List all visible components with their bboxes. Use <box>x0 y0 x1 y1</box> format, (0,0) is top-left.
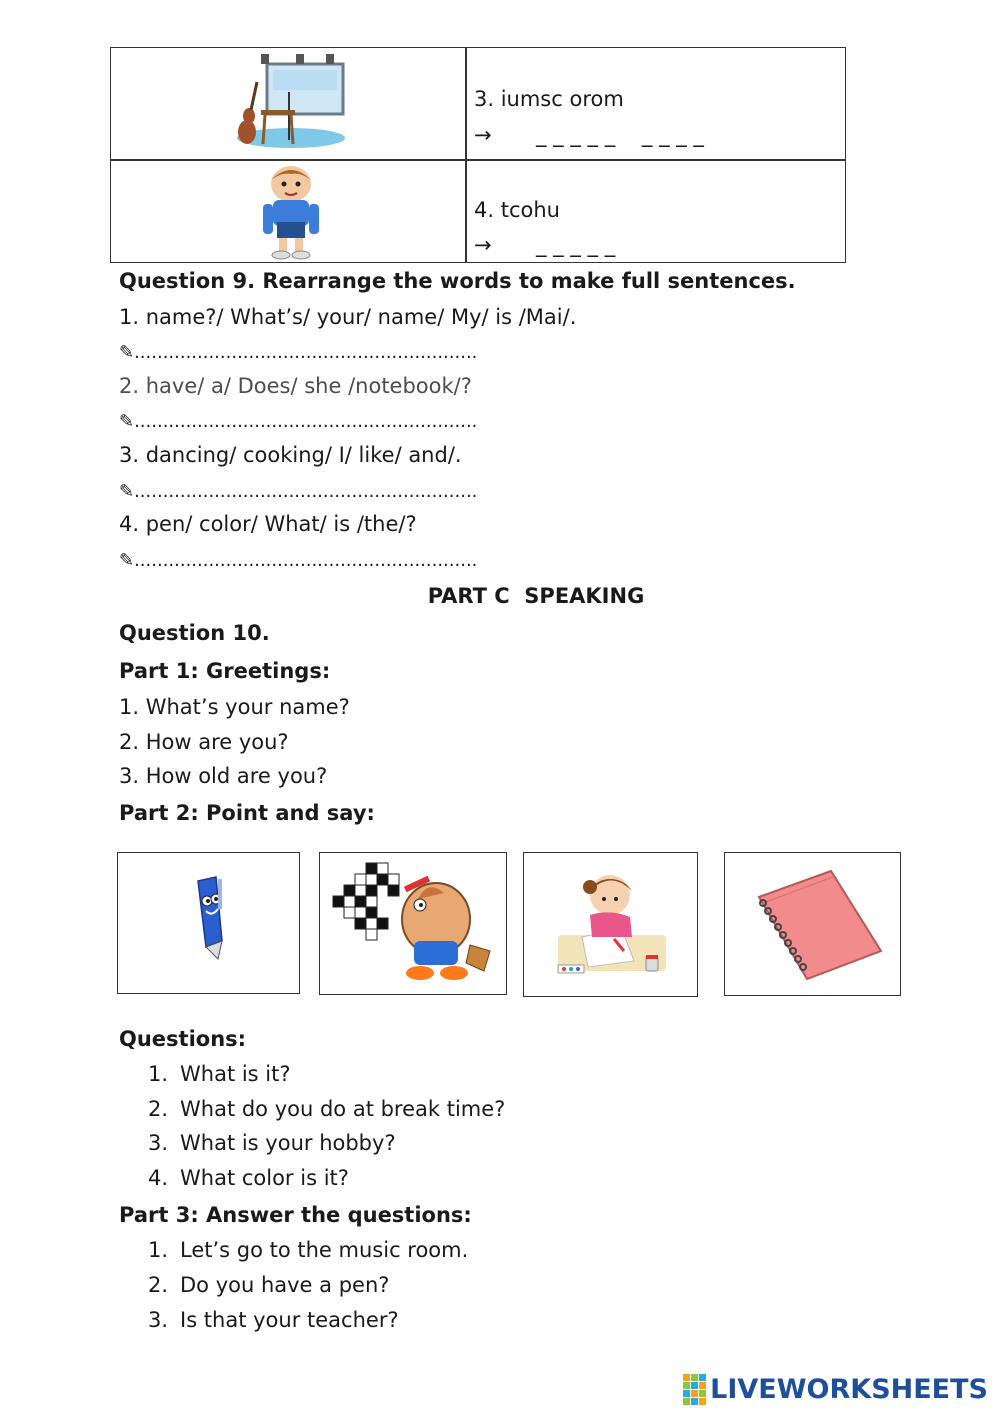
part2-question-4: 4. What color is it? <box>148 1166 349 1190</box>
q9-answer-line-1[interactable]: ✎............................................................ <box>119 342 478 363</box>
picture-box-1 <box>117 852 300 994</box>
q9-answer-line-2[interactable]: ✎............................................................ <box>119 411 478 432</box>
part2-question-1: 1. What is it? <box>148 1062 291 1086</box>
row4-arrow: → <box>474 233 492 257</box>
row3-prompt: 3. iumsc orom <box>474 87 624 111</box>
logo-text: LIVEWORKSHEETS <box>710 1373 988 1405</box>
picture-box-3 <box>523 852 698 997</box>
row3-arrow: → <box>474 123 492 147</box>
liveworksheets-logo[interactable] <box>683 1372 988 1406</box>
part1-item-1: 1. What’s your name? <box>119 695 350 719</box>
part-1-title: Part 1: Greetings: <box>119 659 331 683</box>
question-10-title: Question 10. <box>119 621 270 645</box>
part1-item-3: 3. How old are you? <box>119 764 328 788</box>
question-9-title: Question 9. Rearrange the words to make full sentences. <box>119 269 796 293</box>
part2-question-2: 2. What do you do at break time? <box>148 1097 506 1121</box>
picture-box-4 <box>724 852 901 996</box>
girl-drawing-icon <box>552 865 672 989</box>
part2-question-3: 3. What is your hobby? <box>148 1131 396 1155</box>
part-c-heading: PART C SPEAKING <box>427 584 645 608</box>
crossword-puzzle-icon <box>332 859 497 993</box>
q9-item-4: 4. pen/ color/ What/ is /the/? <box>119 512 417 536</box>
part3-item-2: 2. Do you have a pen? <box>148 1273 390 1297</box>
q9-item-1: 1. name?/ What’s/ your/ name/ My/ is /Mai/. <box>119 305 577 329</box>
boy-touching-knees-icon <box>251 164 331 260</box>
logo-grid-icon <box>683 1374 706 1405</box>
part-2-title: Part 2: Point and say: <box>119 801 375 825</box>
row4-prompt: 4. tcohu <box>474 198 560 222</box>
q9-answer-line-3[interactable]: ✎............................................................ <box>119 481 478 502</box>
q9-item-3: 3. dancing/ cooking/ I/ like/ and/. <box>119 443 462 467</box>
part3-item-1: 1. Let’s go to the music room. <box>148 1238 469 1262</box>
q9-item-2: 2. have/ a/ Does/ she /notebook/? <box>119 374 472 398</box>
word-scramble-table <box>110 47 846 263</box>
row4-answer-blanks[interactable]: _ _ _ _ _ <box>536 233 616 257</box>
pen-icon <box>178 871 238 975</box>
q9-answer-line-4[interactable]: ✎............................................................ <box>119 550 478 571</box>
notebook-icon <box>741 867 886 989</box>
music-room-icon <box>221 52 351 156</box>
questions-title: Questions: <box>119 1027 247 1051</box>
part1-item-2: 2. How are you? <box>119 730 289 754</box>
picture-box-2 <box>319 852 507 995</box>
part-3-title: Part 3: Answer the questions: <box>119 1203 472 1227</box>
part3-item-3: 3. Is that your teacher? <box>148 1308 399 1332</box>
row3-answer-blanks[interactable]: _ _ _ _ _ _ _ _ _ <box>536 123 704 147</box>
